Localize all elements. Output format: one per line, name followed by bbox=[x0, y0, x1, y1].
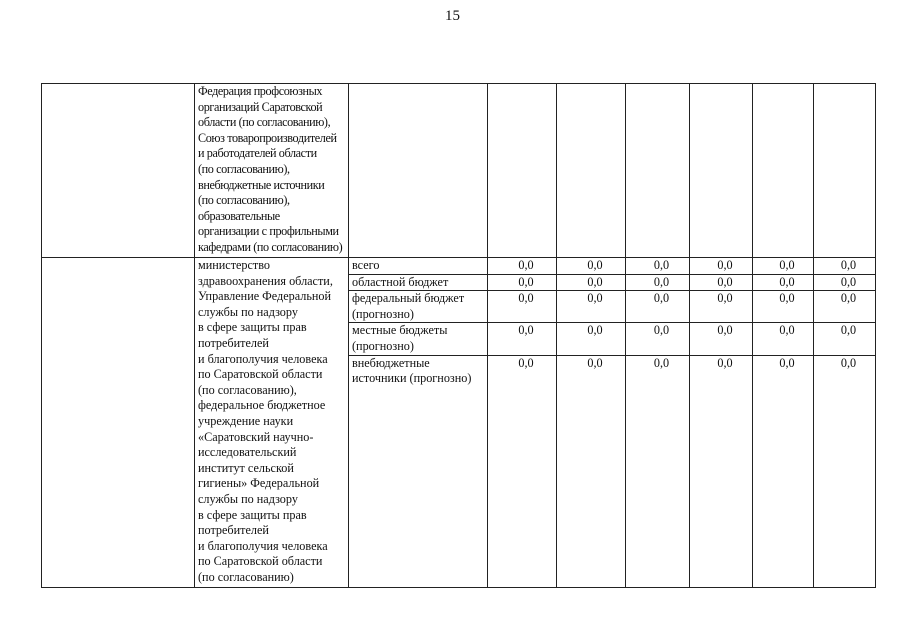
executor-line: министерство bbox=[198, 258, 271, 272]
value: 0,0 bbox=[518, 258, 534, 272]
blank-cell bbox=[42, 84, 195, 258]
executor-line: Федерация профсоюзных bbox=[198, 84, 323, 98]
value-cell bbox=[557, 274, 626, 291]
value-cell bbox=[557, 291, 626, 323]
executor-line: (по согласованию) bbox=[198, 569, 294, 584]
value-cell bbox=[690, 323, 753, 355]
value: 0,0 bbox=[840, 355, 857, 370]
table-row bbox=[42, 84, 876, 258]
value: 0,0 bbox=[653, 274, 670, 289]
value: 0,0 bbox=[587, 258, 603, 272]
value-cell bbox=[488, 355, 557, 587]
value: 0,0 bbox=[518, 323, 534, 338]
executor-line: и благополучия человека bbox=[198, 351, 328, 366]
value: 0,0 bbox=[779, 291, 795, 306]
executor-line: потребителей bbox=[198, 335, 269, 350]
value: 0,0 bbox=[779, 274, 795, 289]
executor-line: по Саратовской области bbox=[198, 367, 323, 382]
executor-line: в сфере защиты прав bbox=[198, 507, 307, 522]
value: 0,0 bbox=[779, 323, 795, 338]
source-cell bbox=[349, 274, 488, 291]
value-cell bbox=[488, 258, 557, 275]
value-cell bbox=[626, 323, 690, 355]
value-cell bbox=[814, 84, 876, 258]
value: 0,0 bbox=[587, 291, 603, 306]
value-cell bbox=[814, 355, 876, 587]
executor-line: образовательные bbox=[198, 208, 280, 223]
value-cell bbox=[690, 291, 753, 323]
value-cell bbox=[690, 274, 753, 291]
value: 0,0 bbox=[518, 274, 534, 289]
source-label: источники (прогнозно) bbox=[352, 371, 472, 386]
executor-line: кафедрами (по согласованию) bbox=[198, 239, 343, 254]
executor-line: гигиены» Федеральной bbox=[198, 476, 320, 491]
executor-line: (по согласованию), bbox=[198, 161, 290, 176]
executor-line: организаций Саратовской bbox=[198, 99, 323, 114]
value-cell bbox=[814, 258, 876, 275]
value-cell bbox=[814, 323, 876, 355]
executor-line: службы по надзору bbox=[198, 304, 298, 319]
executor-cell bbox=[195, 84, 349, 258]
executor-line: и работодателей области bbox=[198, 146, 317, 161]
table-row bbox=[42, 258, 876, 275]
executor-line: федеральное бюджетное bbox=[198, 398, 326, 413]
executor-line: внебюджетные источники bbox=[198, 177, 325, 192]
executor-line: институт сельской bbox=[198, 460, 294, 475]
value-cell bbox=[557, 323, 626, 355]
value: 0,0 bbox=[840, 323, 857, 338]
executor-line: (по согласованию), bbox=[198, 193, 290, 208]
executor-line: Управление Федеральной bbox=[198, 289, 332, 304]
executor-cell bbox=[195, 258, 349, 588]
value-cell bbox=[626, 258, 690, 275]
value-cell bbox=[753, 323, 814, 355]
value-cell bbox=[488, 291, 557, 323]
value-cell bbox=[814, 274, 876, 291]
value: 0,0 bbox=[779, 258, 795, 272]
executor-line: потребителей bbox=[198, 523, 269, 538]
value-cell bbox=[557, 258, 626, 275]
budget-table bbox=[41, 83, 876, 588]
value: 0,0 bbox=[779, 355, 795, 370]
executor-line: здравоохранения области, bbox=[198, 273, 333, 288]
value-cell bbox=[626, 274, 690, 291]
executor-line: учреждение науки bbox=[198, 413, 294, 428]
value-cell bbox=[690, 258, 753, 275]
value: 0,0 bbox=[840, 291, 857, 306]
source-cell bbox=[349, 84, 488, 258]
source-cell bbox=[349, 323, 488, 355]
executor-line: и благополучия человека bbox=[198, 538, 328, 553]
page-number: 15 bbox=[445, 8, 460, 24]
value: 0,0 bbox=[717, 258, 733, 272]
value: 0,0 bbox=[587, 323, 603, 338]
source-label: всего bbox=[352, 258, 380, 272]
value: 0,0 bbox=[653, 355, 670, 370]
source-label: (прогнозно) bbox=[352, 338, 414, 353]
value-cell bbox=[753, 274, 814, 291]
value-cell bbox=[753, 84, 814, 258]
source-label: федеральный бюджет bbox=[352, 291, 465, 306]
value-cell bbox=[690, 355, 753, 587]
value: 0,0 bbox=[717, 291, 733, 306]
value: 0,0 bbox=[717, 323, 733, 338]
value-cell bbox=[557, 84, 626, 258]
value: 0,0 bbox=[587, 274, 603, 289]
value-cell bbox=[488, 274, 557, 291]
value-cell bbox=[626, 355, 690, 587]
executor-line: исследовательский bbox=[198, 445, 297, 460]
value-cell bbox=[488, 323, 557, 355]
source-cell bbox=[349, 258, 488, 275]
value: 0,0 bbox=[518, 355, 534, 370]
executor-line: области (по согласованию), bbox=[198, 115, 331, 130]
value-cell bbox=[626, 84, 690, 258]
value: 0,0 bbox=[653, 258, 670, 272]
value-cell bbox=[690, 84, 753, 258]
value: 0,0 bbox=[518, 291, 534, 306]
value: 0,0 bbox=[653, 291, 670, 306]
executor-line: в сфере защиты прав bbox=[198, 320, 307, 335]
source-label: (прогнозно) bbox=[352, 306, 414, 321]
value: 0,0 bbox=[653, 323, 670, 338]
executor-line: (по согласованию), bbox=[198, 382, 297, 397]
value-cell bbox=[753, 258, 814, 275]
value-cell bbox=[557, 355, 626, 587]
value-cell bbox=[814, 291, 876, 323]
value-cell bbox=[488, 84, 557, 258]
source-label: внебюджетные bbox=[352, 355, 430, 370]
value: 0,0 bbox=[840, 258, 857, 272]
executor-line: по Саратовской области bbox=[198, 554, 323, 569]
source-label: областной бюджет bbox=[352, 274, 449, 289]
value-cell bbox=[753, 291, 814, 323]
value: 0,0 bbox=[717, 355, 733, 370]
value-cell bbox=[626, 291, 690, 323]
executor-line: Союз товаропроизводителей bbox=[198, 130, 337, 145]
value: 0,0 bbox=[840, 274, 857, 289]
source-cell bbox=[349, 355, 488, 587]
source-cell bbox=[349, 291, 488, 323]
value: 0,0 bbox=[587, 355, 603, 370]
source-label: местные бюджеты bbox=[352, 323, 448, 338]
blank-cell bbox=[42, 258, 195, 588]
executor-line: службы по надзору bbox=[198, 491, 298, 506]
value: 0,0 bbox=[717, 274, 733, 289]
executor-line: организации с профильными bbox=[198, 224, 339, 239]
value-cell bbox=[753, 355, 814, 587]
executor-line: «Саратовский научно- bbox=[198, 429, 314, 444]
